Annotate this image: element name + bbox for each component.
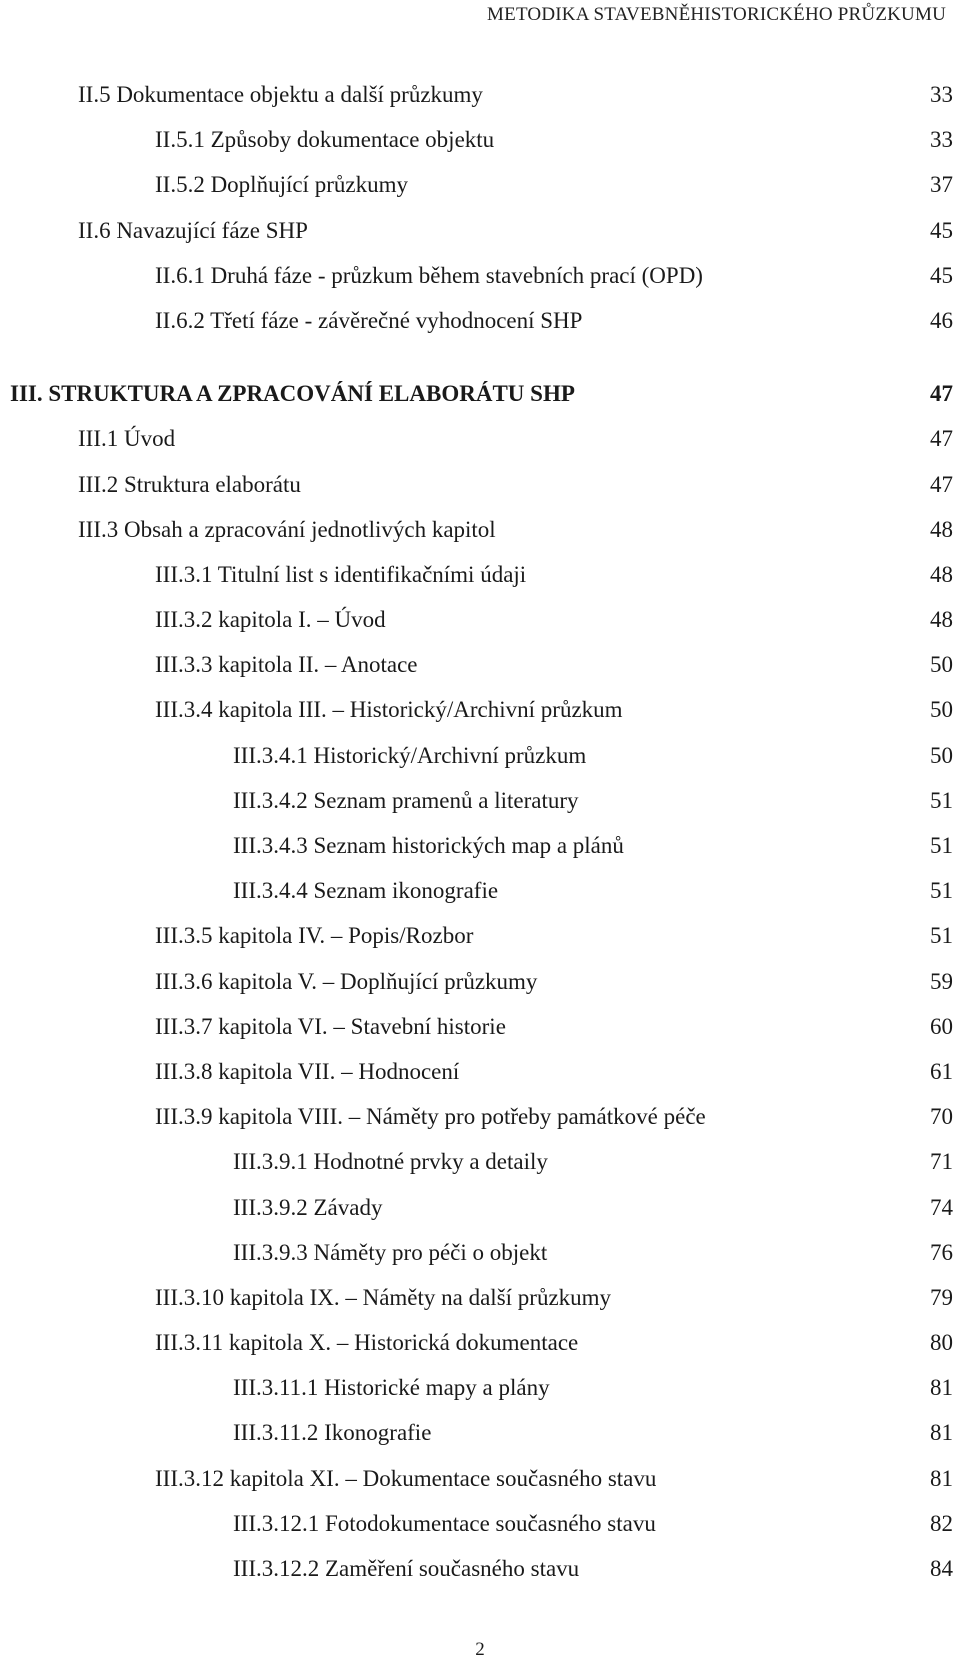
- toc-entry-page-number: 50: [930, 742, 953, 768]
- toc-entry[interactable]: [0, 1275, 960, 1320]
- toc-entry-label: III.3.5 kapitola IV. – Popis/Rozbor: [155, 923, 474, 949]
- toc-entry-label: III.3 Obsah a zpracování jednotlivých kapitol: [78, 516, 496, 542]
- toc-entry-page-number: 84: [930, 1556, 953, 1581]
- toc-entry[interactable]: [0, 778, 960, 823]
- toc-entry[interactable]: [0, 253, 960, 298]
- toc-entry[interactable]: [0, 1320, 960, 1365]
- toc-entry-label: III. STRUKTURA A ZPRACOVÁNÍ ELABORÁTU SHP: [10, 381, 575, 407]
- toc-entry-page-number: 61: [930, 1058, 953, 1084]
- toc-entry[interactable]: [0, 371, 960, 416]
- toc-entry[interactable]: [0, 642, 960, 687]
- toc-entry-page-number: 37: [930, 172, 953, 198]
- toc-entry-label: II.5.1 Způsoby dokumentace objektu: [155, 127, 495, 153]
- toc-entry[interactable]: [0, 1410, 960, 1455]
- toc-entry-label: III.3.11 kapitola X. – Historická dokumentace: [155, 1330, 579, 1356]
- toc-entry-page-number: 81: [930, 1375, 953, 1401]
- toc-entry-page-number: 74: [930, 1194, 953, 1220]
- toc-entry-page-number: 51: [930, 833, 953, 858]
- toc-entry-label: II.6.1 Druhá fáze - průzkum během stavebních prací (OPD): [155, 262, 703, 288]
- toc-entry-page-number: 48: [930, 516, 953, 542]
- toc-entry-page-number: 33: [930, 127, 953, 153]
- toc-entry-label: III.3.1 Titulní list s identifikačními údaji: [155, 561, 527, 587]
- toc-entry-label: III.3.12.1 Fotodokumentace současného stavu: [233, 1510, 656, 1536]
- toc-entry-page-number: 51: [930, 923, 953, 949]
- running-header: METODIKA STAVEBNĚHISTORICKÉHO PRŮZKUMU: [487, 4, 946, 25]
- table-of-contents: [0, 72, 960, 1591]
- toc-entry[interactable]: [0, 162, 960, 207]
- toc-entry[interactable]: [0, 298, 960, 343]
- toc-entry[interactable]: [0, 913, 960, 958]
- toc-entry-page-number: 51: [930, 787, 953, 813]
- page-number: 2: [475, 1639, 485, 1660]
- toc-entry-page-number: 50: [930, 697, 953, 723]
- toc-entry-label: III.1 Úvod: [78, 426, 176, 452]
- toc-entry-label: III.3.9.1 Hodnotné prvky a detaily: [233, 1149, 548, 1175]
- toc-entry-label: II.5.2 Doplňující průzkumy: [155, 172, 408, 198]
- toc-entry[interactable]: [0, 1139, 960, 1184]
- toc-entry-label: III.3.10 kapitola IX. – Náměty na další průzkumy: [155, 1284, 612, 1310]
- toc-entry-page-number: 47: [930, 471, 953, 497]
- toc-entry-label: III.3.9.3 Náměty pro péči o objekt: [233, 1239, 548, 1265]
- toc-entry-page-number: 48: [930, 561, 953, 587]
- toc-entry-label: III.3.4.4 Seznam ikonografie: [233, 878, 499, 904]
- toc-entry-label: II.6 Navazující fáze SHP: [78, 217, 308, 243]
- toc-entry-label: III.3.4.2 Seznam pramenů a literatury: [233, 787, 579, 813]
- toc-entry-page-number: 47: [930, 381, 953, 407]
- toc-entry-label: III.3.12 kapitola XI. – Dokumentace současného stavu: [155, 1465, 657, 1491]
- toc-entry[interactable]: [0, 1546, 960, 1591]
- toc-entry-page-number: 71: [930, 1149, 953, 1175]
- toc-entry-page-number: 50: [930, 652, 953, 678]
- toc-entry-label: III.3.3 kapitola II. – Anotace: [155, 652, 418, 678]
- toc-entry-label: III.3.2 kapitola I. – Úvod: [155, 607, 386, 633]
- toc-entry-page-number: 45: [930, 217, 953, 243]
- toc-entry-page-number: 48: [930, 607, 953, 633]
- toc-entry-label: III.3.8 kapitola VII. – Hodnocení: [155, 1058, 460, 1084]
- toc-entry[interactable]: [0, 552, 960, 597]
- toc-entry[interactable]: [0, 959, 960, 1004]
- toc-entry[interactable]: [0, 1049, 960, 1094]
- toc-entry[interactable]: [0, 507, 960, 552]
- toc-entry-label: III.3.7 kapitola VI. – Stavební historie: [155, 1013, 506, 1039]
- toc-entry-label: II.6.2 Třetí fáze - závěrečné vyhodnocení SHP: [155, 307, 583, 333]
- toc-entry[interactable]: [0, 72, 960, 117]
- toc-entry-page-number: 80: [930, 1330, 953, 1356]
- toc-entry-page-number: 59: [930, 968, 953, 994]
- toc-entry-page-number: 81: [930, 1420, 953, 1446]
- toc-entry-page-number: 79: [930, 1284, 953, 1310]
- toc-entry[interactable]: [0, 416, 960, 461]
- toc-entry[interactable]: [0, 1456, 960, 1501]
- toc-entry[interactable]: [0, 208, 960, 253]
- toc-entry[interactable]: [0, 687, 960, 732]
- toc-entry-page-number: 70: [930, 1104, 953, 1130]
- toc-entry-label: II.5 Dokumentace objektu a další průzkumy: [78, 82, 483, 107]
- toc-entry-page-number: 47: [930, 426, 953, 452]
- toc-entry[interactable]: [0, 1004, 960, 1049]
- toc-entry-page-number: 46: [930, 307, 953, 333]
- toc-entry-label: III.2 Struktura elaborátu: [78, 471, 301, 497]
- toc-entry[interactable]: [0, 1094, 960, 1139]
- toc-entry-page-number: 51: [930, 878, 953, 904]
- toc-entry-label: III.3.4.3 Seznam historických map a plánů: [233, 833, 624, 858]
- toc-entry-label: III.3.11.2 Ikonografie: [233, 1420, 432, 1446]
- toc-entry[interactable]: [0, 868, 960, 913]
- toc-entry-page-number: 76: [930, 1239, 953, 1265]
- toc-entry[interactable]: [0, 1501, 960, 1546]
- toc-entry-page-number: 81: [930, 1465, 953, 1491]
- toc-entry[interactable]: [0, 117, 960, 162]
- toc-entry-label: III.3.9.2 Závady: [233, 1194, 383, 1220]
- toc-entry-page-number: 33: [930, 82, 953, 107]
- toc-entry[interactable]: [0, 1365, 960, 1410]
- toc-entry-label: III.3.12.2 Zaměření současného stavu: [233, 1556, 580, 1581]
- toc-entry-label: III.3.6 kapitola V. – Doplňující průzkumy: [155, 968, 538, 994]
- toc-entry-page-number: 45: [930, 262, 953, 288]
- toc-entry[interactable]: [0, 1185, 960, 1230]
- toc-entry-label: III.3.4.1 Historický/Archivní průzkum: [233, 742, 587, 768]
- toc-entry-page-number: 60: [930, 1013, 953, 1039]
- toc-entry[interactable]: [0, 462, 960, 507]
- toc-entry-label: III.3.4 kapitola III. – Historický/Archivní průzkum: [155, 697, 623, 723]
- toc-entry[interactable]: [0, 597, 960, 642]
- toc-entry-label: III.3.11.1 Historické mapy a plány: [233, 1375, 550, 1401]
- toc-entry-label: III.3.9 kapitola VIII. – Náměty pro potřeby památkové péče: [155, 1104, 706, 1130]
- toc-entry[interactable]: [0, 733, 960, 778]
- toc-entry[interactable]: [0, 823, 960, 868]
- toc-entry[interactable]: [0, 1230, 960, 1275]
- toc-entry-page-number: 82: [930, 1510, 953, 1536]
